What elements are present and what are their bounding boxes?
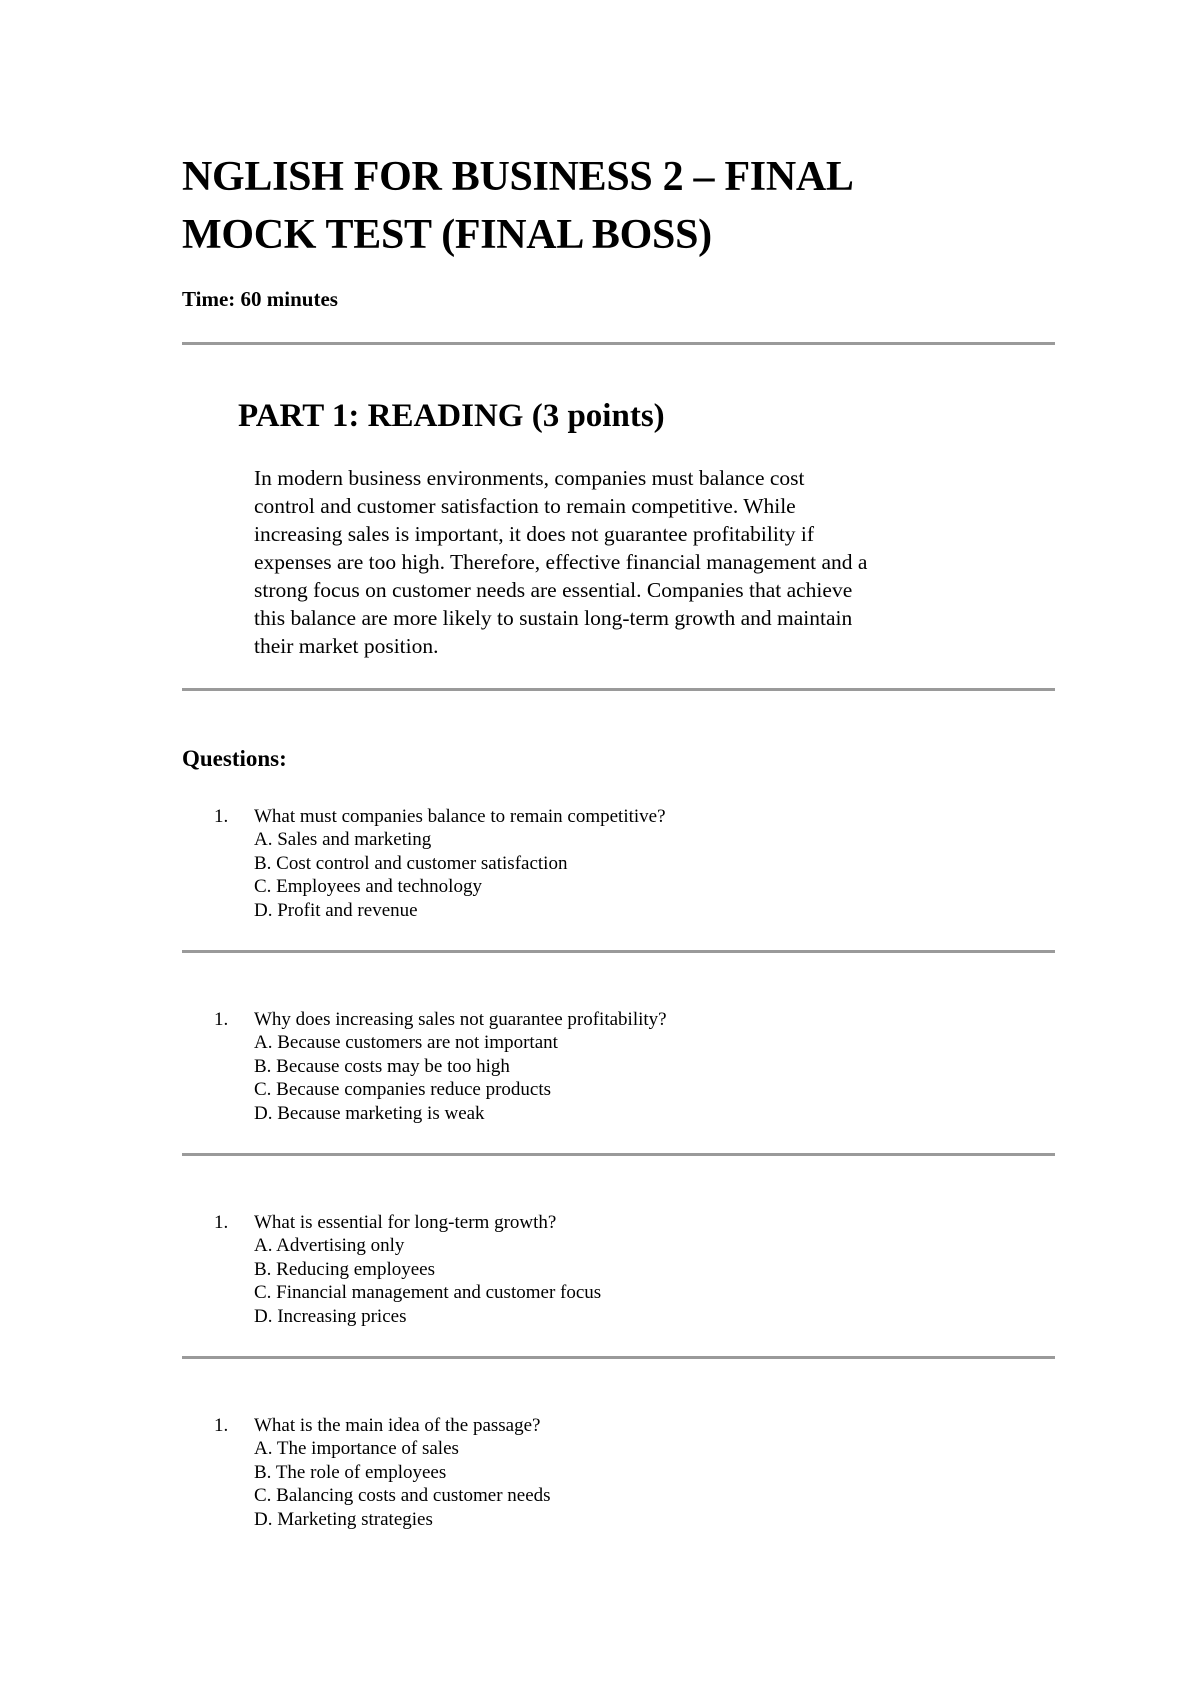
- passage-line: this balance are more likely to sustain long-term growth and maintain: [254, 606, 853, 630]
- divider-2: [182, 688, 1055, 691]
- passage-line: strong focus on customer needs are essential. Companies that achieve: [254, 578, 853, 602]
- answer-option-c: C. Balancing costs and customer needs: [254, 1485, 551, 1507]
- question-1: [214, 805, 974, 922]
- question-4: [214, 1414, 974, 1531]
- answer-option-a: A. Sales and marketing: [254, 829, 432, 851]
- part-1-title: PART 1: READING (3 points): [238, 398, 665, 434]
- time-limit: Time: 60 minutes: [182, 287, 338, 311]
- answer-option-d: D. Profit and revenue: [254, 899, 418, 921]
- question-number: 1.: [214, 1212, 229, 1233]
- passage-line: expenses are too high. Therefore, effective financial management and a: [254, 550, 868, 574]
- question-text: What is the main idea of the passage?: [254, 1415, 541, 1436]
- question-body: [254, 1414, 974, 1531]
- question-number: 1.: [214, 1415, 229, 1436]
- question-3: [214, 1211, 974, 1328]
- answer-option-d: D. Marketing strategies: [254, 1508, 433, 1530]
- document-title: [182, 148, 1062, 264]
- answer-option-a: A. The importance of sales: [254, 1438, 459, 1460]
- answer-option-c: C. Because companies reduce products: [254, 1079, 552, 1101]
- passage-line: their market position.: [254, 634, 439, 658]
- divider-3: [182, 950, 1055, 953]
- document-title-line-2: MOCK TEST (FINAL BOSS): [182, 212, 712, 258]
- answer-option-a: A. Advertising only: [254, 1235, 405, 1257]
- passage-line: control and customer satisfaction to remain competitive. While: [254, 494, 796, 518]
- passage-line: In modern business environments, companies must balance cost: [254, 466, 805, 490]
- question-body: [254, 805, 974, 922]
- answer-option-d: D. Increasing prices: [254, 1305, 407, 1327]
- answer-option-b: B. The role of employees: [254, 1461, 447, 1483]
- document-title-line-1: NGLISH FOR BUSINESS 2 – FINAL: [182, 154, 854, 200]
- question-text: What is essential for long-term growth?: [254, 1212, 557, 1233]
- answer-option-c: C. Financial management and customer focus: [254, 1282, 602, 1304]
- reading-passage: [254, 464, 974, 660]
- question-body: [254, 1211, 974, 1328]
- divider-1: [182, 342, 1055, 345]
- question-2: [214, 1008, 974, 1125]
- question-text: What must companies balance to remain competitive?: [254, 806, 666, 827]
- question-body: [254, 1008, 974, 1125]
- question-number: 1.: [214, 806, 229, 827]
- question-text: Why does increasing sales not guarantee profitability?: [254, 1009, 667, 1030]
- divider-4: [182, 1153, 1055, 1156]
- answer-option-b: B. Because costs may be too high: [254, 1055, 510, 1077]
- answer-option-b: B. Reducing employees: [254, 1258, 435, 1280]
- answer-option-a: A. Because customers are not important: [254, 1032, 558, 1054]
- answer-option-b: B. Cost control and customer satisfaction: [254, 852, 568, 874]
- question-number: 1.: [214, 1009, 229, 1030]
- divider-5: [182, 1356, 1055, 1359]
- questions-heading: Questions:: [182, 746, 287, 771]
- passage-line: increasing sales is important, it does not guarantee profitability if: [254, 522, 815, 546]
- answer-option-d: D. Because marketing is weak: [254, 1102, 485, 1124]
- answer-option-c: C. Employees and technology: [254, 876, 482, 898]
